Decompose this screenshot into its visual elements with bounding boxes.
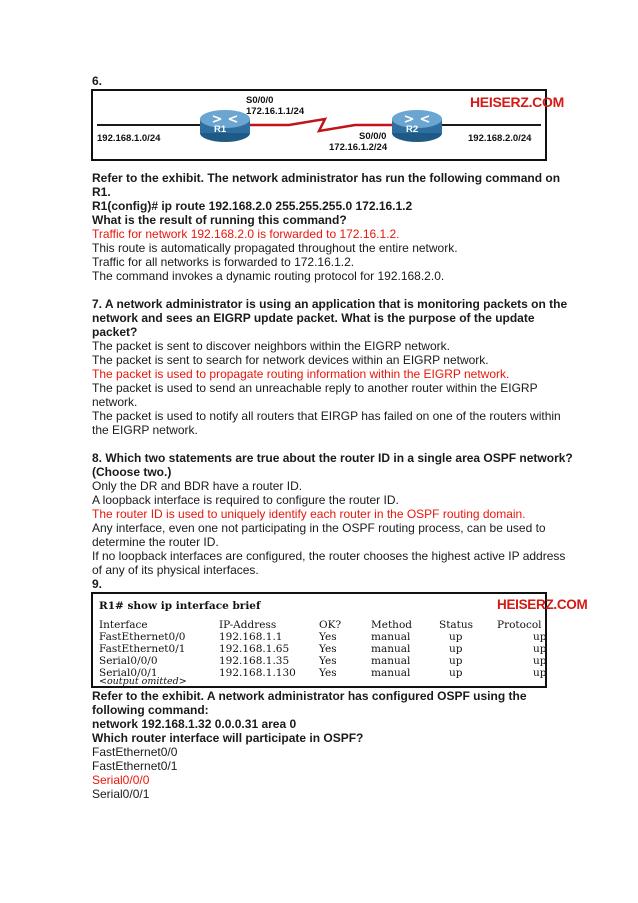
q7-answer: The packet is sent to discover neighbors within the EIGRP network.	[92, 339, 450, 353]
q9-question-line: following command:	[92, 703, 209, 717]
r1-label: R1	[214, 124, 227, 135]
q8-question-line: (Choose two.)	[92, 465, 172, 479]
cell-protocol: up	[533, 667, 547, 679]
q7-question-line: packet?	[92, 325, 138, 339]
heiserz-logo: HEISERZ.COM	[470, 94, 564, 110]
heiserz-logo: HEISERZ.COM	[497, 597, 588, 612]
r1-interface-label: S0/0/0	[246, 95, 274, 106]
cell-protocol: up	[533, 643, 547, 655]
q7-answer: The packet is used to notify all routers that EIRGP has failed on one of the routers within	[92, 409, 561, 423]
q6-question-line: What is the result of running this command?	[92, 213, 347, 227]
q6-answer: The command invokes a dynamic routing protocol for 192.168.2.0.	[92, 269, 445, 283]
cell-method: manual	[371, 631, 411, 643]
q9-answer: FastEthernet0/1	[92, 759, 178, 773]
cell-interface: Serial0/0/1	[99, 667, 158, 679]
q8-question-line: 8. Which two statements are true about the router ID in a single area OSPF network?	[92, 451, 573, 465]
cell-status: up	[449, 667, 463, 679]
q8-answer: Any interface, even one not participating in the OSPF routing process, can be used to	[92, 521, 546, 535]
cli-output-omitted: <output omitted>	[99, 676, 187, 687]
cell-interface: Serial0/0/0	[99, 655, 158, 667]
q9-number: 9.	[92, 577, 103, 591]
cell-ip: 192.168.1.1	[219, 631, 283, 643]
q6-answer: Traffic for all networks is forwarded to 172.16.1.2.	[92, 255, 355, 269]
cli-command: R1# show ip interface brief	[99, 600, 261, 612]
cell-ok: Yes	[319, 655, 337, 667]
q9-question-line: Refer to the exhibit. A network administrator has configured OSPF using the	[92, 689, 527, 703]
q6-answer: This route is automatically propagated throughout the entire network.	[92, 241, 458, 255]
cell-method: manual	[371, 655, 411, 667]
header-interface: Interface	[99, 619, 148, 631]
q7-answer: the EIGRP network.	[92, 423, 198, 437]
cell-method: manual	[371, 667, 411, 679]
cell-interface: FastEthernet0/0	[99, 631, 186, 643]
q8-answer: Only the DR and BDR have a router ID.	[92, 479, 303, 493]
q9-answer: FastEthernet0/0	[92, 745, 178, 759]
q9-question-line: Which router interface will participate in OSPF?	[92, 731, 364, 745]
q9-answer: Serial0/0/1	[92, 787, 150, 801]
q6-question-line: Refer to the exhibit. The network administrator has run the following command on	[92, 171, 561, 185]
cell-status: up	[449, 655, 463, 667]
r2-interface-label: S0/0/0	[359, 131, 387, 142]
serial-link	[249, 119, 393, 131]
r2-ip-label: 172.16.1.2/24	[329, 142, 388, 153]
q6-answer-correct: Traffic for network 192.168.2.0 is forwarded to 172.16.1.2.	[92, 227, 400, 241]
cell-ok: Yes	[319, 643, 337, 655]
q8-answer: of any of its physical interfaces.	[92, 563, 259, 577]
q8-answer: determine the router ID.	[92, 535, 219, 549]
cell-status: up	[449, 643, 463, 655]
cell-ok: Yes	[319, 631, 337, 643]
left-network-label: 192.168.1.0/24	[97, 133, 161, 144]
q9-cli-exhibit	[91, 592, 588, 688]
q6-command-line: R1(config)# ip route 192.168.2.0 255.255.255.0 172.16.1.2	[92, 199, 413, 213]
cell-interface: FastEthernet0/1	[99, 643, 186, 655]
header-protocol: Protocol	[497, 619, 542, 631]
q7-answer: The packet is sent to search for network devices within an EIGRP network.	[92, 353, 489, 367]
cell-status: up	[449, 631, 463, 643]
cell-ok: Yes	[319, 667, 337, 679]
cell-ip: 192.168.1.130	[219, 667, 296, 679]
r1-ip-label: 172.16.1.1/24	[246, 106, 305, 117]
cell-method: manual	[371, 643, 411, 655]
q7-question-line: 7. A network administrator is using an application that is monitoring packets on the	[92, 297, 568, 311]
q8-answer: A loopback interface is required to configure the router ID.	[92, 493, 399, 507]
header-status: Status	[439, 619, 474, 631]
r2-label: R2	[406, 124, 419, 135]
right-network-label: 192.168.2.0/24	[468, 133, 532, 144]
q7-question-line: network and sees an EIGRP update packet. What is the purpose of the update	[92, 311, 535, 325]
q6-number: 6.	[92, 74, 103, 88]
q7-answer: The packet is used to send an unreachable reply to another router within the EIGRP	[92, 381, 538, 395]
header-ok: OK?	[319, 619, 342, 631]
q7-answer: network.	[92, 395, 138, 409]
q8-answer: If no loopback interfaces are configured, the router chooses the highest active IP address	[92, 549, 566, 563]
cell-ip: 192.168.1.65	[219, 643, 290, 655]
cell-protocol: up	[533, 655, 547, 667]
header-ip-address: IP-Address	[219, 619, 277, 631]
q6-question-line: R1.	[92, 185, 111, 199]
q9-command-line: network 192.168.1.32 0.0.0.31 area 0	[92, 717, 297, 731]
q8-answer-correct: The router ID is used to uniquely identify each router in the OSPF routing domain.	[92, 507, 526, 521]
cell-protocol: up	[533, 631, 547, 643]
cell-ip: 192.168.1.35	[219, 655, 290, 667]
header-method: Method	[371, 619, 412, 631]
q9-answer-correct: Serial0/0/0	[92, 773, 150, 787]
q6-topology-exhibit	[91, 89, 564, 161]
q7-answer-correct: The packet is used to propagate routing information within the EIGRP network.	[92, 367, 510, 381]
